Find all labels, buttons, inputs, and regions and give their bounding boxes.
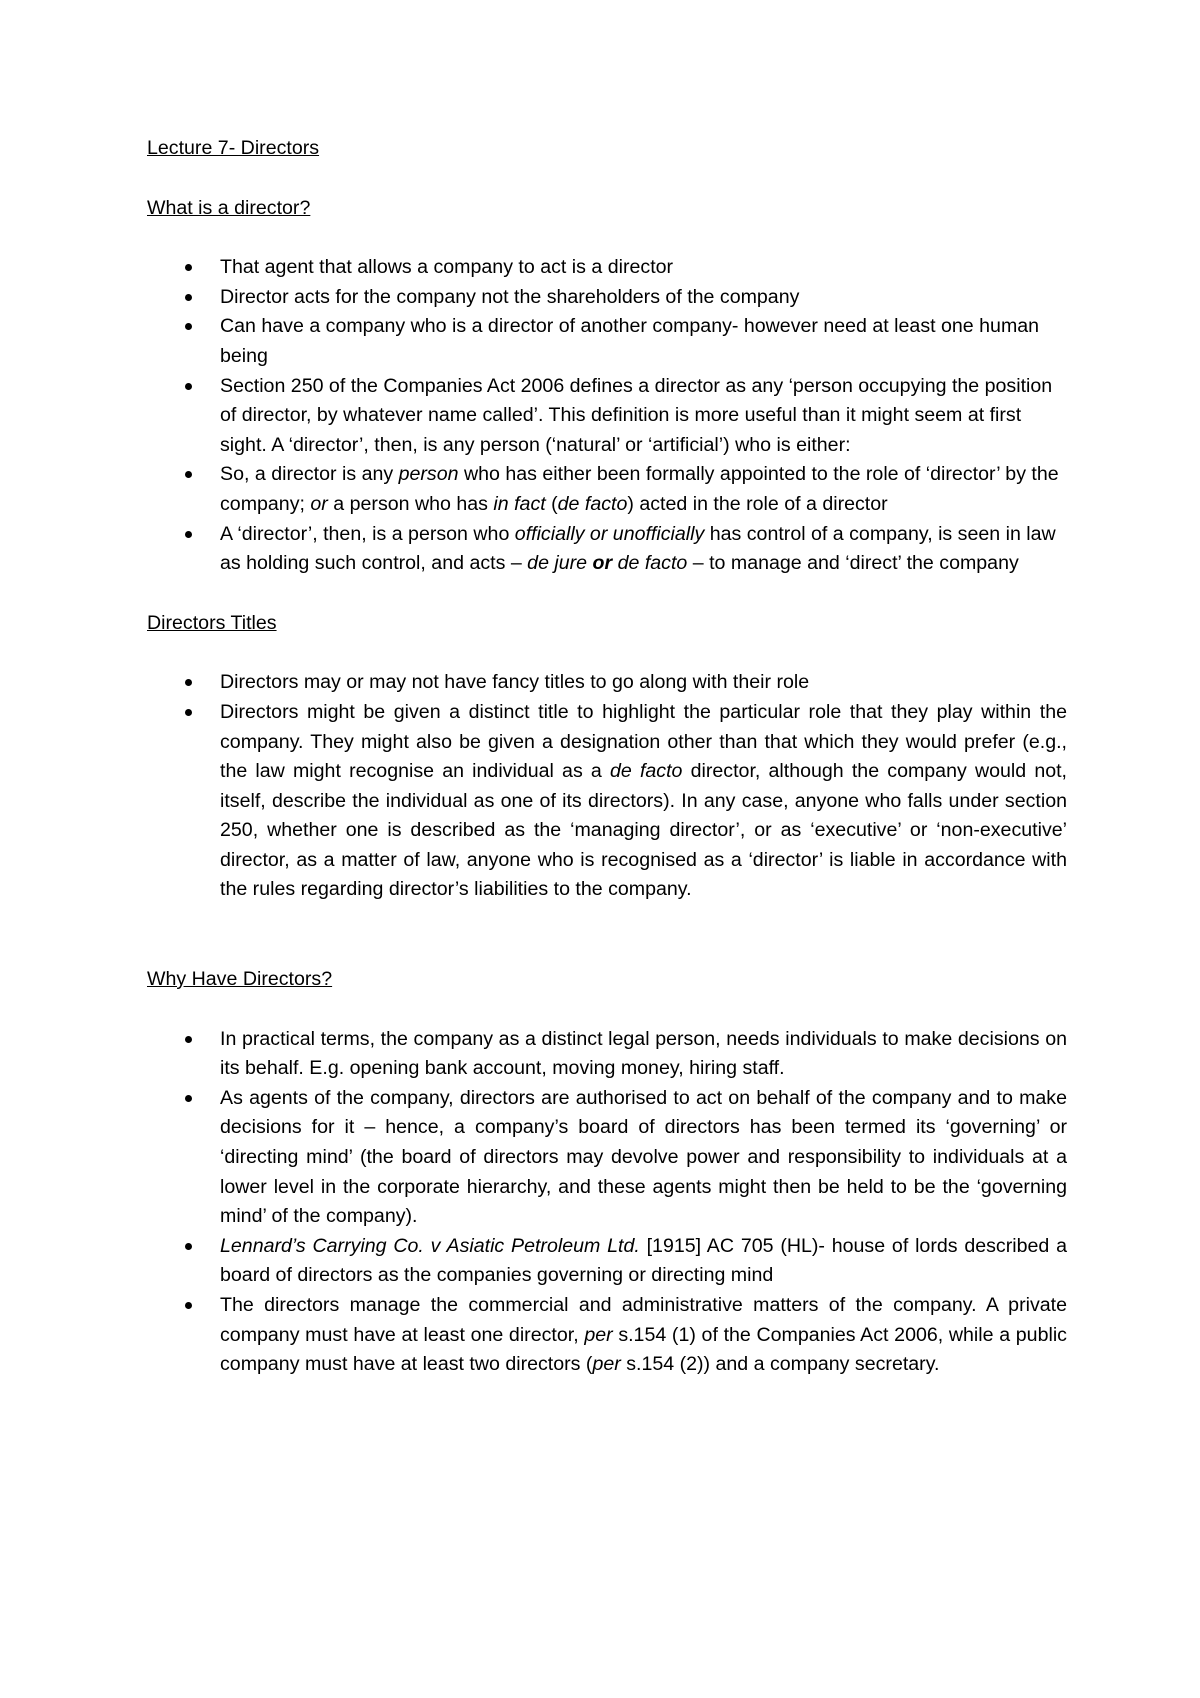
list-item: Section 250 of the Companies Act 2006 defines a director as any ‘person occupying the position of director, by whatever name called’. This definition is more useful than it might seem at first sight. A ‘director’, then, is any person (‘natural’ or ‘artificial’) who is either: bbox=[147, 372, 1067, 461]
list-item: A ‘director’, then, is a person who officially or unofficially has control of a company, is seen in law as holding such control, and acts – de jure or de facto – to manage and ‘direct’ the company bbox=[147, 520, 1067, 579]
list-item: That agent that allows a company to act is a director bbox=[147, 253, 1067, 283]
list-item: Directors may or may not have fancy titles to go along with their role bbox=[147, 668, 1067, 698]
bullet-list-directors-titles bbox=[147, 668, 1067, 905]
bullet-list-what-is-a-director bbox=[147, 253, 1067, 579]
list-item: Lennard’s Carrying Co. v Asiatic Petroleum Ltd. [1915] AC 705 (HL)- house of lords described a board of directors as the companies governing or directing mind bbox=[147, 1232, 1067, 1291]
section-heading-directors-titles: Directors Titles bbox=[147, 611, 277, 634]
list-item: The directors manage the commercial and administrative matters of the company. A private company must have at least one director, per s.154 (1) of the Companies Act 2006, while a public company must have at least two directors (per s.154 (2)) and a company secretary. bbox=[147, 1291, 1067, 1380]
section-heading-what-is-a-director: What is a director? bbox=[147, 196, 311, 219]
list-item: In practical terms, the company as a distinct legal person, needs individuals to make decisions on its behalf. E.g. opening bank account, moving money, hiring staff. bbox=[147, 1025, 1067, 1084]
list-item: Can have a company who is a director of another company- however need at least one human being bbox=[147, 312, 1067, 371]
bullet-list-why-have-directors bbox=[147, 1025, 1067, 1380]
list-item: Directors might be given a distinct title to highlight the particular role that they play within the company. They might also be given a designation other than that which they would prefer (e.g., the law might recognise an individual as a de facto director, although the company would not, itself, describe the individual as one of its directors). In any case, anyone who falls under section 250, whether one is described as the ‘managing director’, or as ‘executive’ or ‘non-executive’ director, as a matter of law, anyone who is recognised as a ‘director’ is liable in accordance with the rules regarding director’s liabilities to the company. bbox=[147, 698, 1067, 905]
list-item: So, a director is any person who has either been formally appointed to the role of ‘director’ by the company; or a person who has in fact (de facto) acted in the role of a director bbox=[147, 460, 1067, 519]
list-item: As agents of the company, directors are authorised to act on behalf of the company and to make decisions for it – hence, a company’s board of directors has been termed its ‘governing’ or ‘directing mind’ (the board of directors may devolve power and responsibility to individuals at a lower level in the corporate hierarchy, and these agents might then be held to be the ‘governing mind’ of the company). bbox=[147, 1084, 1067, 1232]
document-body bbox=[147, 134, 1067, 1380]
lecture-title: Lecture 7- Directors bbox=[147, 137, 320, 159]
section-heading-why-have-directors: Why Have Directors? bbox=[147, 968, 333, 991]
list-item: Director acts for the company not the shareholders of the company bbox=[147, 283, 1067, 313]
